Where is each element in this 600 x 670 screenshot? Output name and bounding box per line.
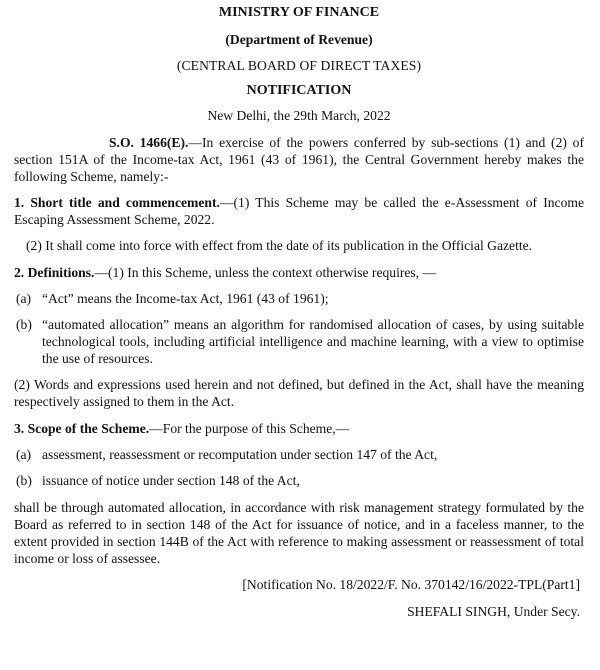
signatory: SHEFALI SINGH, Under Secy. [407, 604, 580, 619]
section-3-clause-b [14, 472, 584, 489]
board-title: (CENTRAL BOARD OF DIRECT TAXES) [176, 58, 422, 73]
clause-label: (b) [16, 473, 32, 488]
clause-label: (a) [16, 291, 32, 306]
clause-label: (a) [16, 447, 32, 462]
clause-label: (b) [16, 317, 32, 332]
section-3-heading: 3. Scope of the Scheme. [14, 421, 150, 436]
section-2-subsection-2: (2) Words and expressions used herein and not defined, but defined in the Act, shall have the meaning respectively assigned to them in the Act. [14, 377, 584, 409]
section-2-heading: 2. Definitions. [14, 265, 95, 280]
so-number: S.O. 1466(E). [109, 135, 189, 150]
section-2-clause-b [14, 316, 584, 367]
ministry-title: MINISTRY OF FINANCE [218, 5, 380, 20]
clause-text: issuance of notice under section 148 of the Act, [42, 473, 300, 488]
preamble [14, 134, 584, 185]
section-1-heading: 1. Short title and commencement. [14, 195, 220, 210]
clause-text: “automated allocation” means an algorithm for randomised allocation of cases, by using suitable technological tools, including artificial intelligence and machine learning, with a view to optimise the use of resources. [42, 317, 584, 366]
section-3 [14, 420, 584, 437]
section-1-text: —(1) This Scheme may be called the e-Assessment of Income Escaping Assessment Scheme, 2022. [14, 195, 584, 227]
clause-text: assessment, reassessment or recomputation under section 147 of the Act, [42, 447, 438, 462]
section-2 [14, 264, 584, 281]
preamble-text: —In exercise of the powers conferred by sub-sections (1) and (2) of section 151A of the Income-tax Act, 1961 (43 of 1961), the Central Government hereby makes the following Scheme, namely:- [14, 135, 584, 184]
section-1-subsection-2: (2) It shall come into force with effect from the date of its publication in the Official Gazette. [26, 238, 533, 253]
section-3-clause-a [14, 446, 584, 463]
section-2-clause-a [14, 290, 584, 307]
dateline: New Delhi, the 29th March, 2022 [207, 108, 391, 123]
clause-text: “Act” means the Income-tax Act, 1961 (43 of 1961); [42, 291, 329, 306]
section-3-text: —For the purpose of this Scheme,— [149, 421, 350, 436]
notification-reference: [Notification No. 18/2022/F. No. 370142/16/2022-TPL(Part1] [242, 577, 580, 592]
department-title: (Department of Revenue) [225, 32, 373, 47]
section-1 [14, 194, 584, 228]
notification-heading: NOTIFICATION [246, 83, 352, 98]
section-3-closing: shall be through automated allocation, in accordance with risk management strategy formulated by the Board as referred to in section 148 of the Act for issuance of notice, and in a faceless manner, to the extent provided in section 144B of the Act with reference to making assessment or reassessment of total income or loss of assessee. [14, 500, 584, 566]
section-2-text: —(1) In this Scheme, unless the context otherwise requires, — [94, 265, 437, 280]
